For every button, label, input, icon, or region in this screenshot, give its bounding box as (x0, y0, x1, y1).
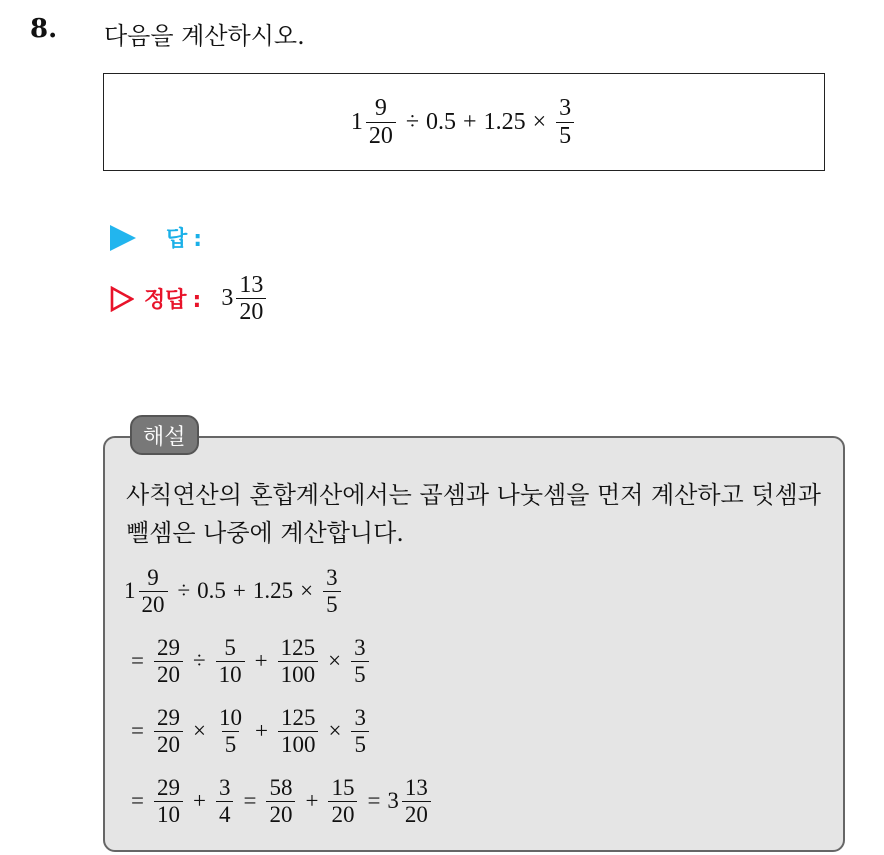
fraction (216, 775, 234, 827)
operator: = (243, 788, 257, 813)
denominator: 20 (154, 661, 183, 687)
step-expression (124, 565, 344, 617)
numerator: 5 (224, 635, 236, 661)
explanation-steps (124, 556, 434, 836)
expression-box (103, 73, 825, 171)
denominator: 20 (402, 801, 431, 827)
question-number: 8. (30, 14, 58, 44)
numerator: 29 (156, 775, 180, 801)
numerator: 13 (404, 775, 428, 801)
denominator: 100 (278, 661, 319, 687)
fraction (216, 705, 245, 757)
numerator: 10 (218, 705, 242, 731)
answer-label: 답 : (166, 227, 203, 252)
fraction (278, 635, 319, 687)
operator: ÷ (192, 648, 206, 673)
denominator: 20 (266, 801, 295, 827)
outline-triangle-icon (110, 286, 134, 312)
step-expression (124, 635, 372, 687)
step-line (124, 556, 434, 626)
denominator: 20 (366, 122, 396, 149)
fraction (351, 705, 369, 757)
step-line (124, 696, 434, 766)
operator: × (532, 108, 547, 135)
mixed-whole: 1 (124, 578, 136, 603)
operator: × (328, 718, 342, 743)
operator: + (232, 578, 246, 603)
number: 1.25 (483, 108, 526, 135)
number: 0.5 (426, 108, 457, 135)
play-triangle-icon (110, 225, 136, 251)
operator: = (131, 718, 144, 743)
operator: = (367, 788, 381, 813)
numerator: 3 (559, 95, 572, 122)
denominator: 20 (236, 298, 266, 325)
fraction (266, 775, 295, 827)
number: 1.25 (252, 578, 294, 603)
fraction (154, 775, 183, 827)
operator: + (254, 718, 268, 743)
mixed-whole: 3 (221, 285, 234, 312)
numerator: 125 (280, 635, 316, 661)
denominator: 20 (154, 731, 183, 757)
answer-row (110, 222, 202, 253)
denominator: 10 (216, 661, 245, 687)
operator: = (131, 788, 144, 813)
fraction (139, 565, 168, 617)
numerator: 29 (156, 635, 180, 661)
fraction (556, 95, 574, 149)
operator: ÷ (177, 578, 191, 603)
fraction (351, 635, 369, 687)
fraction (236, 272, 266, 326)
fraction (154, 635, 183, 687)
operator: + (463, 108, 477, 135)
numerator: 9 (374, 95, 387, 122)
step-expression (124, 775, 434, 827)
operator: + (254, 648, 268, 673)
correct-answer-value (221, 272, 269, 326)
operator: + (305, 788, 319, 813)
explanation-text: 사칙연산의 혼합계산에서는 곱셈과 나눗셈을 먼저 계산하고 덧셈과 뺄셈은 나중에 계산합니다. (126, 481, 821, 547)
numerator: 3 (354, 635, 366, 661)
operator: × (300, 578, 314, 603)
numerator: 9 (147, 565, 159, 591)
denominator: 5 (556, 122, 574, 149)
numerator: 15 (331, 775, 355, 801)
denominator: 5 (323, 591, 341, 617)
denominator: 100 (278, 731, 319, 757)
numerator: 3 (354, 705, 366, 731)
operator: = (131, 648, 144, 673)
step-line (124, 626, 434, 696)
operator: × (192, 718, 206, 743)
numerator: 29 (156, 705, 180, 731)
question-instruction: 다음을 계산하시오. (104, 22, 305, 50)
denominator: 10 (154, 801, 183, 827)
fraction (328, 775, 357, 827)
correct-answer-label: 정답 : (144, 288, 202, 314)
operator: + (192, 788, 206, 813)
operator: ÷ (405, 108, 420, 135)
expression (351, 95, 577, 149)
fraction (154, 705, 183, 757)
denominator: 20 (139, 591, 168, 617)
numerator: 13 (239, 272, 264, 298)
denominator: 4 (216, 801, 234, 827)
numerator: 3 (218, 775, 231, 801)
fraction (323, 565, 341, 617)
mixed-whole: 3 (387, 788, 399, 813)
denominator: 20 (328, 801, 357, 827)
numerator: 3 (326, 565, 338, 591)
denominator: 5 (222, 731, 240, 757)
numerator: 58 (269, 775, 293, 801)
operator: × (328, 648, 342, 673)
denominator: 5 (351, 731, 369, 757)
fraction (216, 635, 245, 687)
step-expression (124, 705, 372, 757)
step-line (124, 766, 434, 836)
fraction (278, 705, 319, 757)
fraction (402, 775, 431, 827)
mixed-whole: 1 (350, 108, 363, 135)
denominator: 5 (351, 661, 369, 687)
fraction (366, 95, 396, 149)
correct-answer-row (110, 272, 269, 326)
number: 0.5 (197, 578, 226, 603)
numerator: 125 (280, 705, 316, 731)
explanation-tag: 해설 (130, 415, 199, 455)
